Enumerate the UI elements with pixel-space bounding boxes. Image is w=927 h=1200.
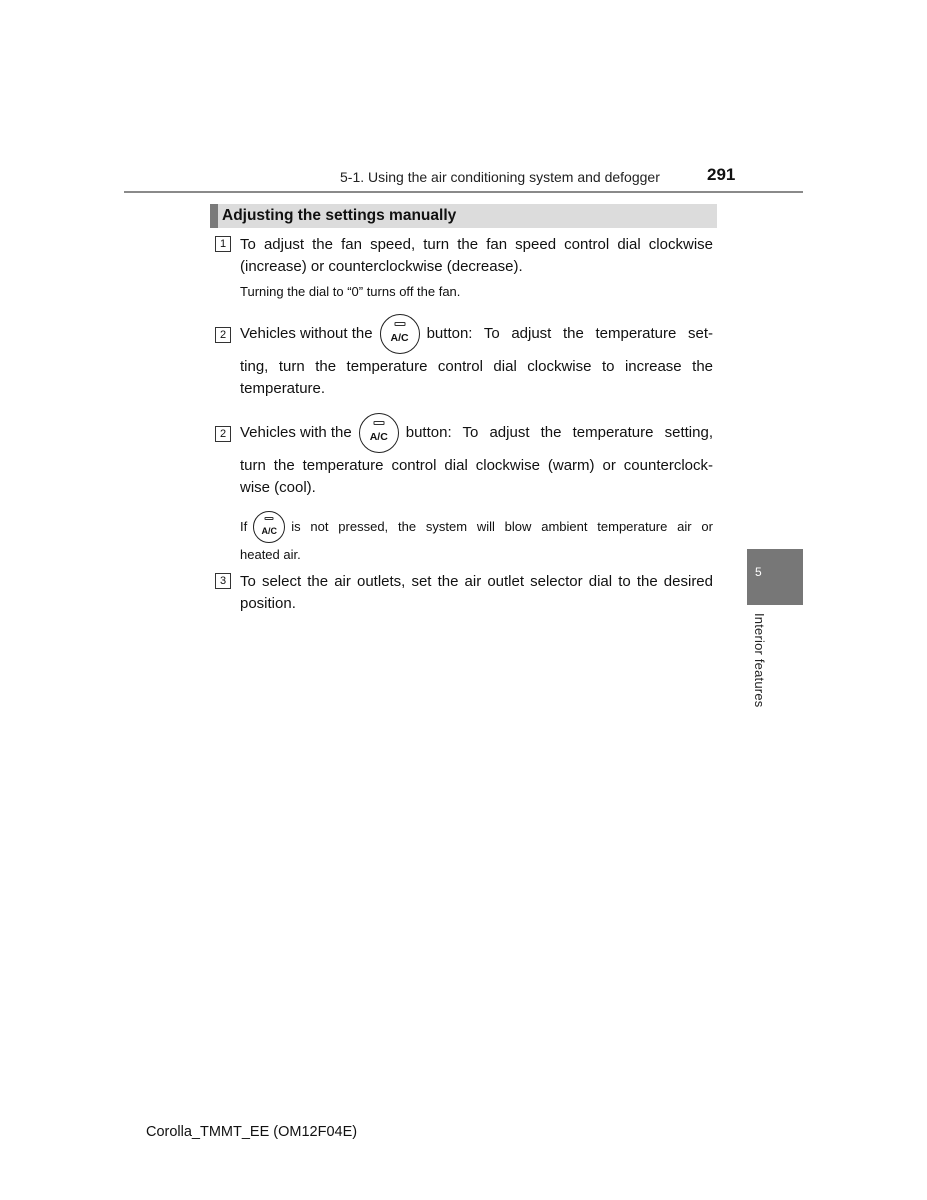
step-line: position. (240, 594, 296, 612)
section-title: 5-1. Using the air conditioning system and defogger (340, 169, 660, 185)
page-number: 291 (707, 165, 736, 184)
step-text-after-icon: button: To adjust the temperature set- (426, 325, 713, 343)
step-line: temperature. (240, 379, 326, 397)
ac-button-label: A/C (369, 431, 388, 443)
ac-button-label: A/C (261, 526, 277, 536)
ac-button-icon (359, 413, 399, 453)
step-note-first-line (240, 510, 713, 544)
step-line: To adjust the fan speed, turn the fan speed control dial clockwise (240, 236, 713, 253)
step-3 (215, 571, 713, 614)
step-text (240, 455, 713, 498)
step-text-before-icon: Vehicles without the (240, 325, 373, 343)
ac-indicator-icon (265, 517, 274, 520)
step-number-box: 2 (215, 426, 231, 442)
step-line: To select the air outlets, set the air outlet selector dial to the desired (240, 573, 713, 590)
section-heading: Adjusting the settings manually (210, 204, 717, 228)
step-2-with-ac (215, 412, 713, 564)
step-line: wise (cool). (240, 478, 316, 496)
step-line: ting, turn the temperature control dial clockwise to increase the (240, 358, 713, 375)
ac-button-icon (253, 511, 285, 543)
step-first-line (240, 412, 713, 454)
note-text-before-icon: If (240, 519, 248, 534)
footer-text: Corolla_TMMT_EE (OM12F04E) (146, 1124, 358, 1140)
chapter-tab (747, 549, 803, 605)
step-2-without-ac (215, 313, 713, 399)
step-text (240, 571, 713, 614)
step-text (240, 234, 713, 277)
step-line: (increase) or counterclockwise (decrease). (240, 257, 523, 275)
step-number-box: 3 (215, 573, 231, 589)
ac-button-label: A/C (390, 332, 409, 344)
step-number-box: 1 (215, 236, 231, 252)
ac-indicator-icon (394, 322, 405, 326)
step-line: turn the temperature control dial clockwise (warm) or counterclock- (240, 457, 713, 474)
note-text-after-icon: is not pressed, the system will blow ambient temperature air or (291, 519, 713, 534)
step-number-box: 2 (215, 327, 231, 343)
step-text (240, 356, 713, 399)
step-note: Turning the dial to “0” turns off the fan. (240, 284, 461, 299)
step-text-after-icon: button: To adjust the temperature setting, (405, 424, 713, 442)
ac-button-icon (380, 314, 420, 354)
chapter-label: Interior features (752, 613, 767, 708)
step-note: heated air. (240, 547, 301, 562)
chapter-number: 5 (755, 565, 762, 579)
ac-indicator-icon (373, 421, 384, 425)
header-divider (124, 191, 803, 193)
step-first-line (240, 313, 713, 355)
step-text-before-icon: Vehicles with the (240, 424, 352, 442)
step-1 (215, 234, 713, 301)
